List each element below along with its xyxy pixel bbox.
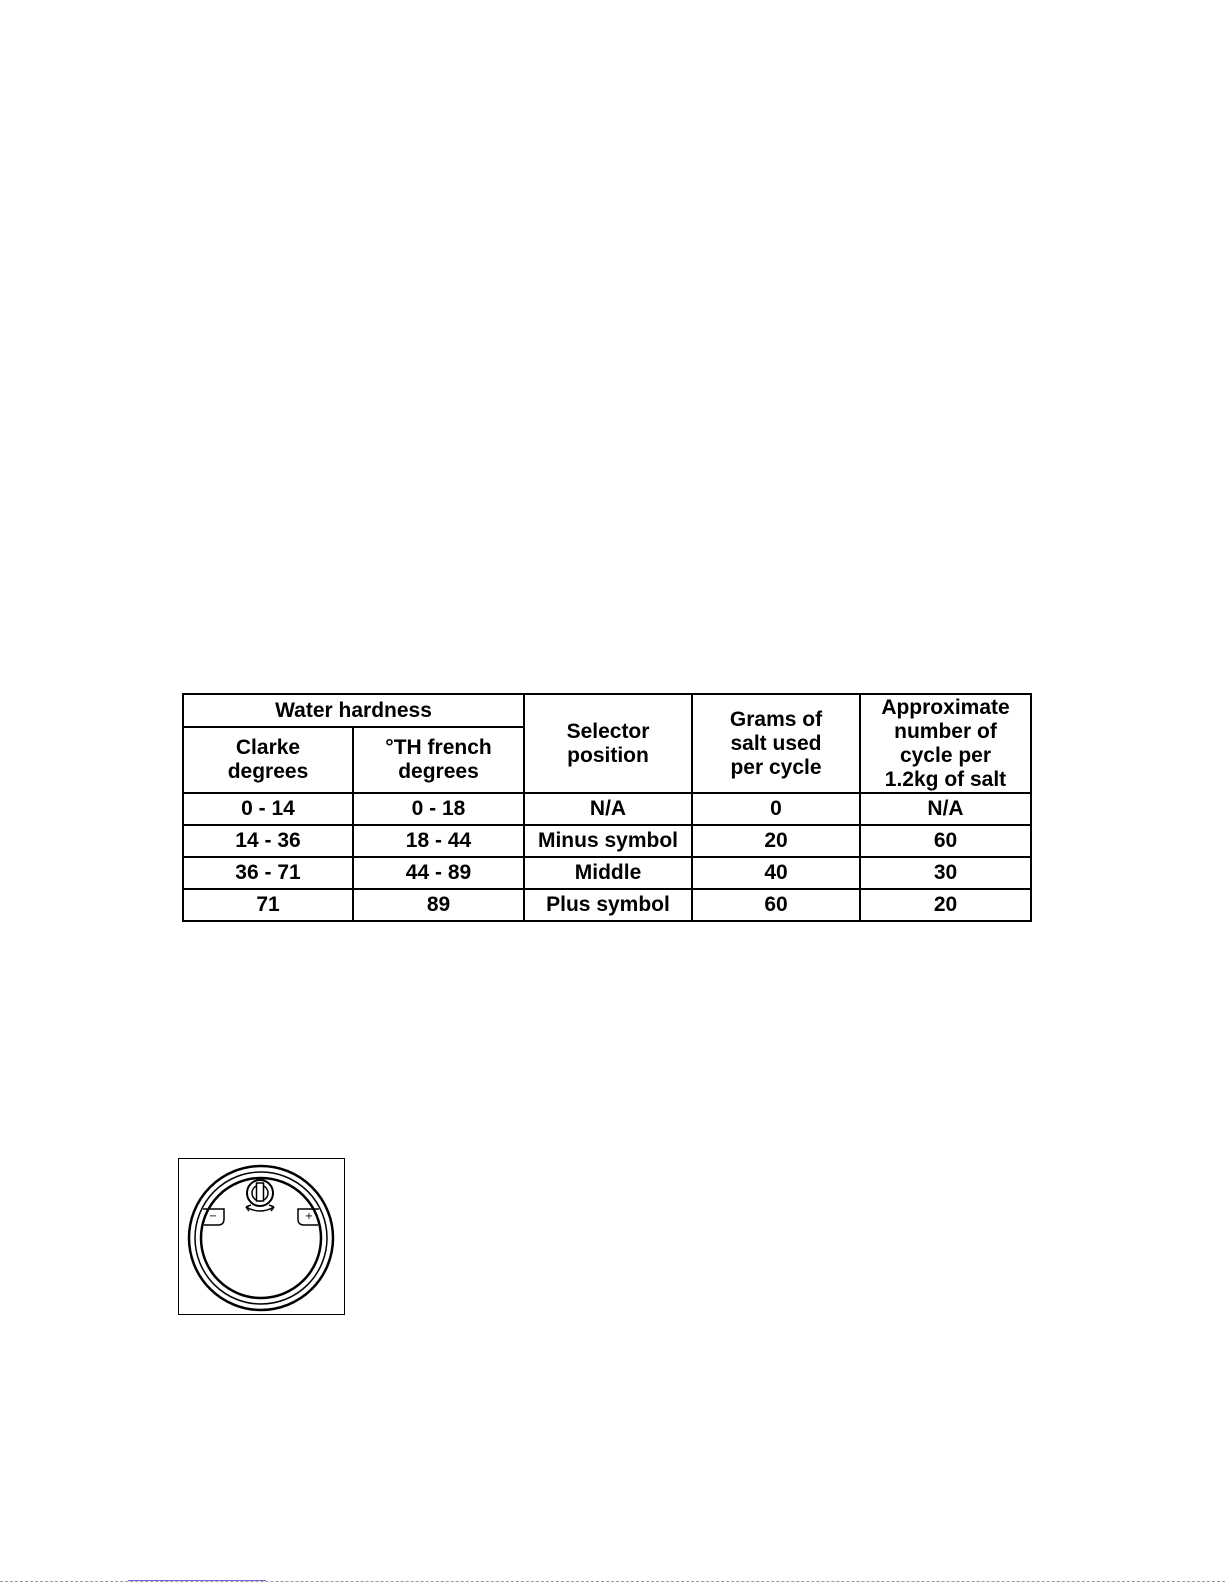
selector-knob-grip — [257, 1183, 264, 1201]
grams-cell: 0 — [692, 793, 860, 825]
clarke-cell: 0 - 14 — [183, 793, 353, 825]
cycles-cell: N/A — [860, 793, 1031, 825]
french-cell: 18 - 44 — [353, 825, 524, 857]
cycles-cell: 30 — [860, 857, 1031, 889]
selector-cell: Middle — [524, 857, 692, 889]
approx-cycles-header: Approximate number of cycle per 1.2kg of salt — [860, 694, 1031, 793]
selector-cell: Minus symbol — [524, 825, 692, 857]
table-row — [183, 793, 1031, 825]
french-degrees-header: °TH french degrees — [353, 727, 524, 793]
french-cell: 44 - 89 — [353, 857, 524, 889]
grams-cell: 40 — [692, 857, 860, 889]
table-row — [183, 825, 1031, 857]
cycles-cell: 20 — [860, 889, 1031, 921]
french-cell: 89 — [353, 889, 524, 921]
selector-cell: Plus symbol — [524, 889, 692, 921]
cycles-cell: 60 — [860, 825, 1031, 857]
softener-dial-illustration — [179, 1159, 344, 1314]
clarke-cell: 71 — [183, 889, 353, 921]
clarke-cell: 36 - 71 — [183, 857, 353, 889]
clarke-degrees-header: Clarke degrees — [183, 727, 353, 793]
grams-salt-header: Grams of salt used per cycle — [692, 694, 860, 793]
grams-cell: 60 — [692, 889, 860, 921]
table-row — [183, 889, 1031, 921]
water-hardness-table — [182, 693, 1032, 922]
minus-label: − — [208, 1211, 218, 1222]
plus-label: + — [304, 1211, 314, 1222]
page-bottom-rule — [0, 1581, 1225, 1582]
table-header-row — [183, 694, 1031, 727]
clarke-cell: 14 - 36 — [183, 825, 353, 857]
softener-selector-figure — [178, 1158, 345, 1315]
rotate-arrow-icon — [246, 1207, 274, 1211]
selector-cell: N/A — [524, 793, 692, 825]
grams-cell: 20 — [692, 825, 860, 857]
french-cell: 0 - 18 — [353, 793, 524, 825]
table-row — [183, 857, 1031, 889]
water-hardness-header: Water hardness — [183, 694, 524, 727]
selector-position-header: Selector position — [524, 694, 692, 793]
